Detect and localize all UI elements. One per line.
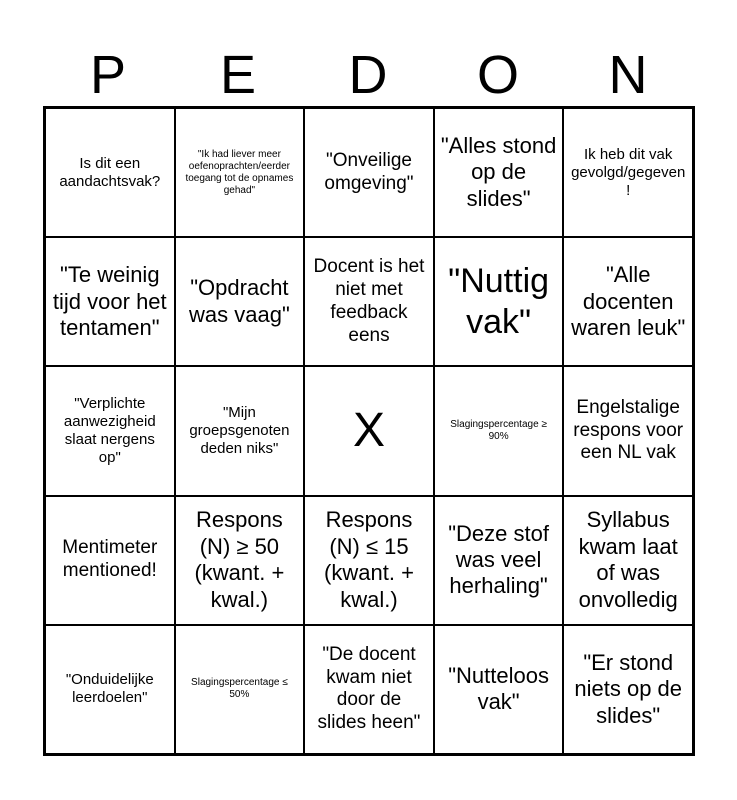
cell-text: X [352, 404, 385, 458]
bingo-cell[interactable] [45, 625, 175, 754]
bingo-cell[interactable] [304, 237, 434, 366]
cell-text: Syllabus kwam laat of was onvolledig [578, 507, 678, 612]
cell-text: "Opdracht was vaag" [189, 275, 290, 327]
cell-text: "De docent kwam niet door de slides heen" [317, 643, 421, 734]
cell-text: "Onduidelijke leerdoelen" [65, 671, 154, 707]
bingo-cell[interactable] [304, 108, 434, 237]
cell-text: "Ik had liever meer oefenoprachten/eerder toegang tot de opnames gehad" [185, 148, 294, 196]
cell-text: "Er stond niets op de slides" [574, 649, 683, 728]
bingo-cell[interactable] [175, 366, 305, 495]
header-letter-e: E [219, 45, 257, 105]
bingo-cell[interactable] [304, 625, 434, 754]
cell-text: Respons (N) ≥ 50 (kwant. + kwal.) [194, 507, 285, 612]
bingo-cell[interactable] [563, 237, 693, 366]
bingo-cell[interactable] [175, 237, 305, 366]
cell-text: Is dit een aandachtsvak? [59, 154, 161, 190]
bingo-cell[interactable] [563, 625, 693, 754]
cell-text: Respons (N) ≤ 15 (kwant. + kwal.) [324, 507, 414, 612]
cell-text: Ik heb dit vak gevolgd/gegeven! [571, 145, 686, 199]
bingo-cell[interactable] [434, 366, 564, 495]
cell-text: Mentimeter mentioned! [62, 537, 158, 582]
cell-text: "Alle docenten waren leuk" [571, 262, 686, 340]
bingo-cell[interactable] [45, 496, 175, 625]
bingo-cell[interactable] [175, 496, 305, 625]
bingo-cell[interactable] [434, 496, 564, 625]
cell-text: "Nuttig vak" [448, 261, 550, 341]
bingo-cell[interactable] [434, 237, 564, 366]
bingo-header [43, 44, 695, 106]
bingo-cell[interactable] [45, 366, 175, 495]
cell-text: "Mijn groepsgenoten deden niks" [189, 403, 290, 457]
bingo-cell[interactable] [45, 108, 175, 237]
bingo-card [43, 106, 695, 756]
cell-text: "Deze stof was veel herhaling" [448, 520, 549, 599]
bingo-cell[interactable] [434, 625, 564, 754]
header-letter-o: O [476, 45, 519, 105]
cell-text: "Nutteloos vak" [448, 663, 549, 715]
cell-text: "Te weinig tijd voor het tentamen" [52, 262, 167, 340]
cell-text: "Verplichte aanwezigheid slaat nergens op" [63, 394, 156, 466]
bingo-cell[interactable] [175, 625, 305, 754]
bingo-cell[interactable] [563, 108, 693, 237]
bingo-cell[interactable] [434, 108, 564, 237]
bingo-cell[interactable] [304, 496, 434, 625]
free-space-cell[interactable] [304, 366, 434, 495]
header-letter-n: N [608, 45, 648, 105]
header-letter-d: D [348, 45, 388, 105]
bingo-cell[interactable] [563, 366, 693, 495]
header-letter-p: P [89, 45, 127, 105]
bingo-cell[interactable] [563, 496, 693, 625]
cell-text: "Alles stond op de slides" [440, 133, 557, 211]
cell-text: Slagingspercentage ≤ 50% [191, 677, 288, 701]
cell-text: Slagingspercentage ≥ 90% [450, 418, 547, 442]
cell-text: "Onveilige omgeving" [324, 149, 414, 194]
bingo-cell[interactable] [45, 237, 175, 366]
cell-text: Engelstalige respons voor een NL vak [573, 396, 684, 464]
bingo-cell[interactable] [175, 108, 305, 237]
cell-text: Docent is het niet met feedback eens [313, 256, 425, 346]
